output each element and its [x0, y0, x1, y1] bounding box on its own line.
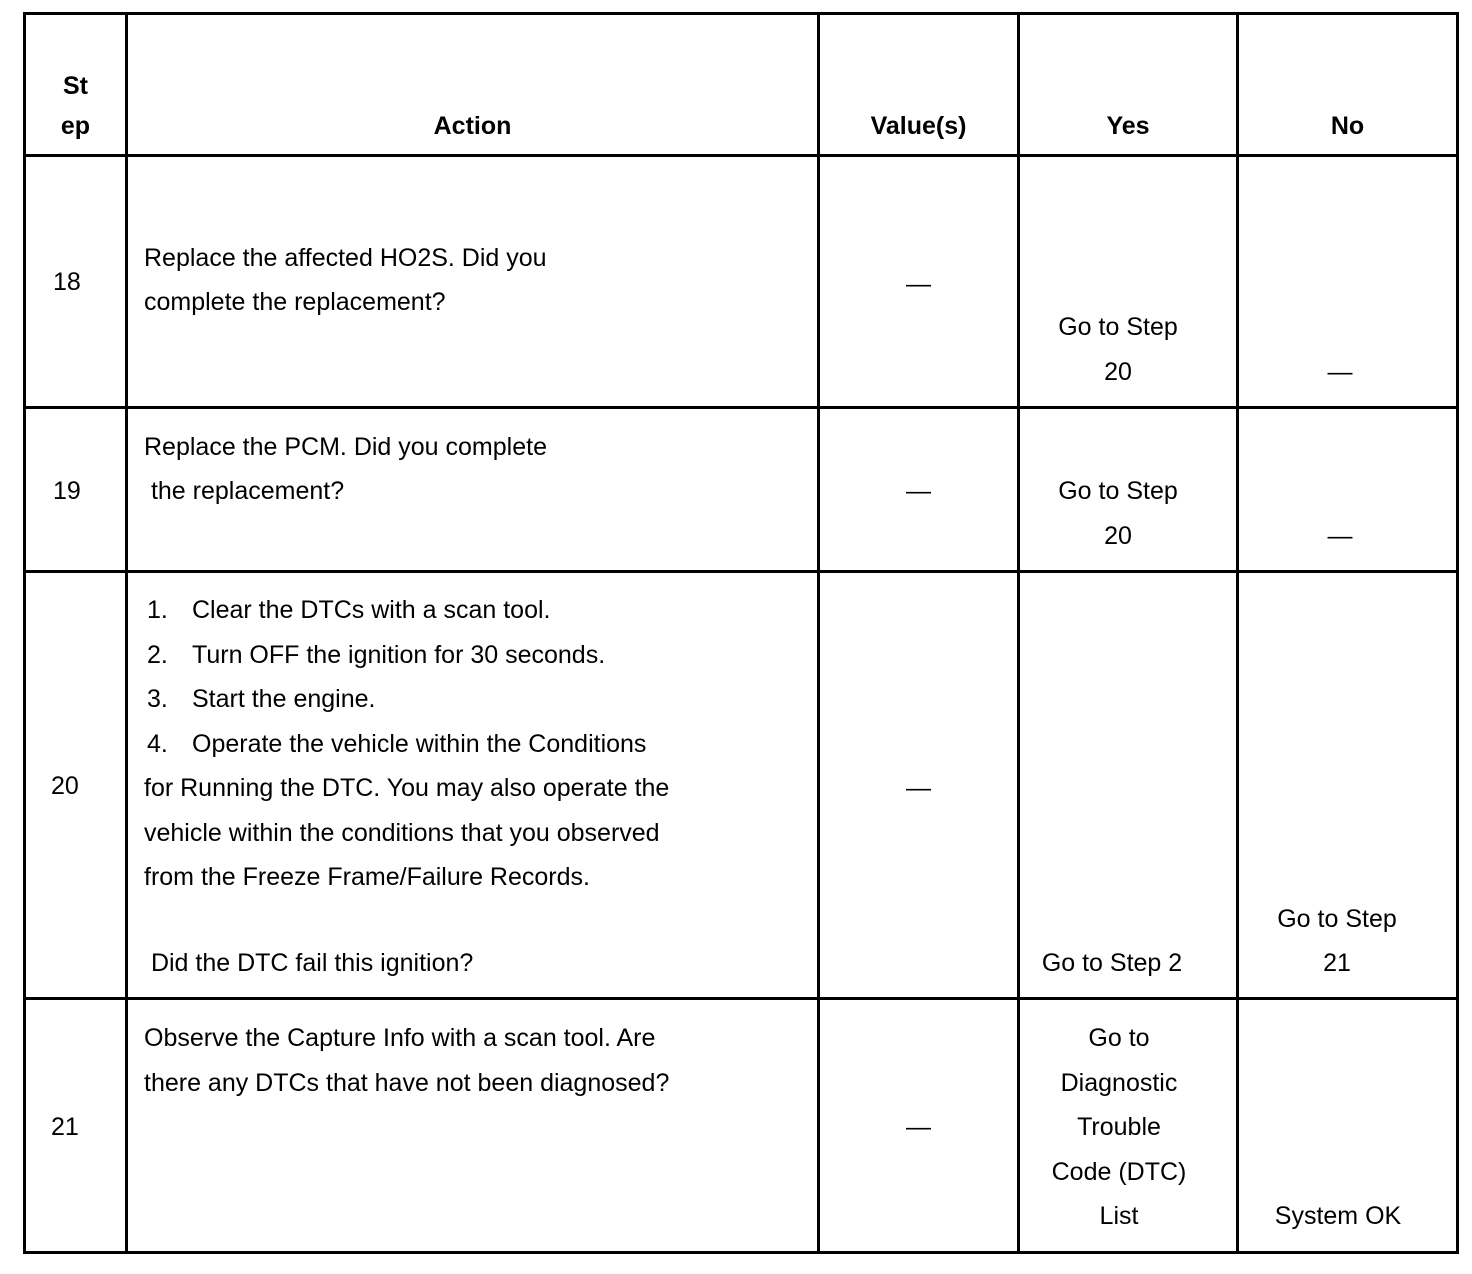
action-line: Replace the affected HO2S. Did you [144, 244, 547, 272]
yes-cell-line: Trouble [1077, 1113, 1161, 1141]
table-border-top [23, 12, 1459, 15]
header-step-line2: ep [60, 112, 91, 140]
step-number: 19 [53, 477, 81, 505]
row-divider [23, 570, 1459, 573]
yes-cell-line: Code (DTC) [1051, 1158, 1187, 1186]
action-line: Replace the PCM. Did you complete [144, 433, 547, 461]
header-step-line1: St [63, 72, 88, 100]
yes-cell-line: List [1099, 1202, 1139, 1230]
list-item-text: Clear the DTCs with a scan tool. [192, 596, 551, 624]
header-divider [23, 154, 1459, 157]
table-border-bottom [23, 1251, 1459, 1254]
list-item-text: Operate the vehicle within the Conditions [192, 730, 647, 758]
diagnostic-table [23, 12, 1459, 1254]
no-cell: — [1327, 358, 1353, 386]
no-cell: System OK [1274, 1202, 1402, 1230]
value-cell: — [906, 270, 931, 298]
action-line: complete the replacement? [144, 288, 446, 316]
action-question: Did the DTC fail this ignition? [144, 949, 474, 977]
no-cell-line: 21 [1323, 949, 1351, 977]
column-divider [1236, 12, 1239, 1254]
step-number: 20 [51, 772, 79, 800]
column-divider [817, 12, 820, 1254]
value-cell: — [906, 774, 931, 802]
no-cell-line: Go to Step [1277, 905, 1397, 933]
action-line: from the Freeze Frame/Failure Records. [144, 863, 590, 891]
table-border-right [1456, 12, 1459, 1254]
yes-cell-line: Diagnostic [1060, 1069, 1178, 1097]
header-no: No [1330, 112, 1365, 140]
value-cell: — [906, 477, 931, 505]
value-cell: — [906, 1113, 931, 1141]
column-divider [125, 12, 128, 1254]
yes-cell-line: 20 [1104, 358, 1132, 386]
yes-cell-line: 20 [1104, 522, 1132, 550]
action-line: vehicle within the conditions that you observed [144, 819, 660, 847]
action-line: there any DTCs that have not been diagnosed? [144, 1069, 670, 1097]
list-item-text: Turn OFF the ignition for 30 seconds. [192, 641, 606, 669]
yes-cell: Go to Step 2 [1041, 949, 1183, 977]
header-action: Action [433, 112, 512, 140]
row-divider [23, 406, 1459, 409]
list-item-text: Start the engine. [192, 685, 376, 713]
yes-cell-line: Go to Step [1058, 313, 1178, 341]
header-values: Value(s) [870, 112, 967, 140]
list-item-number: 4. [147, 730, 168, 758]
step-number: 21 [51, 1113, 79, 1141]
header-yes: Yes [1106, 112, 1150, 140]
row-divider [23, 997, 1459, 1000]
list-item-number: 2. [147, 641, 168, 669]
yes-cell-line: Go to [1088, 1024, 1150, 1052]
action-line: for Running the DTC. You may also operate the [144, 774, 670, 802]
list-item-number: 3. [147, 685, 168, 713]
list-item-number: 1. [147, 596, 168, 624]
yes-cell-line: Go to Step [1058, 477, 1178, 505]
action-line: Observe the Capture Info with a scan tool. Are [144, 1024, 656, 1052]
table-border-left [23, 12, 26, 1254]
step-number: 18 [53, 268, 81, 296]
no-cell: — [1327, 522, 1353, 550]
action-line: the replacement? [144, 477, 345, 505]
